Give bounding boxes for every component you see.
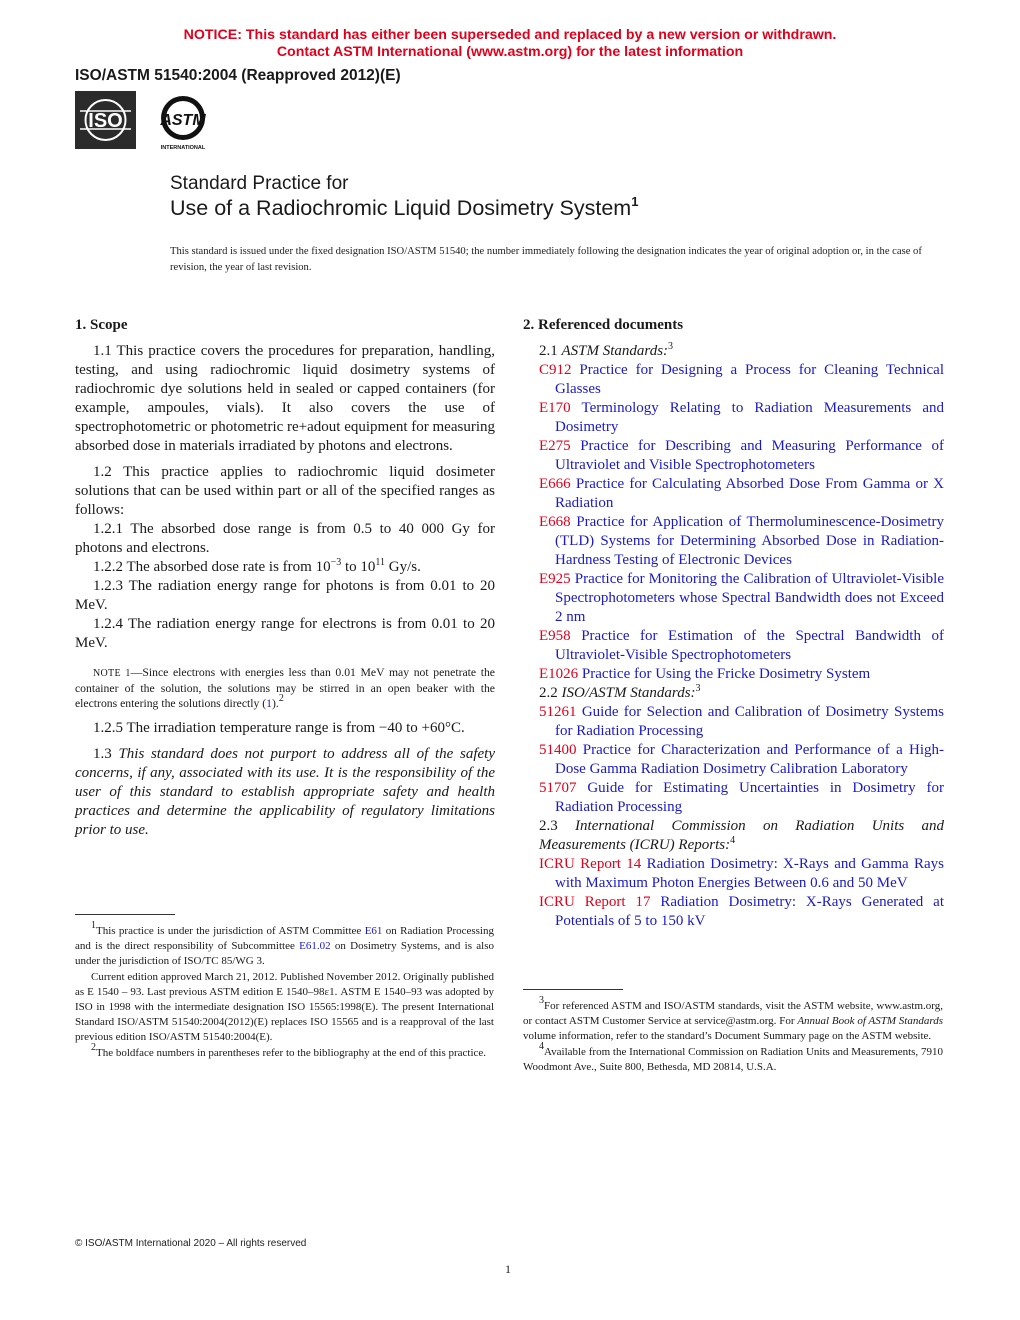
reference-code-link[interactable]: 51261 [539,704,577,720]
reference-title-link[interactable]: Practice for Estimation of the Spectral Bandwidth of Ultraviolet-Visible Spectrophotometers [555,628,944,663]
para-1-2-2: 1.2.2 The absorbed dose rate is from $10^{-3}$ to $10^{11}$ Gy/s. [93,557,421,575]
reference-title-link[interactable]: Practice for Monitoring the Calibration of Ultraviolet-Visible Spectrophotometers whose Spectral Bandwidth does not Exceed 2 nm [555,571,944,625]
reference-title-link[interactable]: Practice for Application of Thermoluminescence-Dosimetry (TLD) Systems for Determining Absorbed Dose in Radiation-Hardness Testing of Electronic Devices [555,514,944,568]
copyright-footer: © ISO/ASTM International 2020 – All rights reserved [75,1238,307,1249]
reference-code-link[interactable]: E925 [539,571,571,587]
committee-e61-link[interactable]: E61 [364,925,383,937]
issued-statement: This standard is issued under the fixed designation ISO/ASTM 51540; the number immediately following the designation indicates the year of original adoption or, in the case of revision, the year of last revision. [170,246,922,273]
note-label: NOTE 1 [93,668,131,679]
iso-logo-text: ISO [88,110,123,132]
para-1-2-4: 1.2.4 The radiation energy range for electrons is from 0.01 to 20 MeV. [75,616,495,651]
footnote-rule-right [523,989,623,990]
reference-title-link[interactable]: Radiation Dosimetry: X-Rays Generated at Potentials of 5 to 150 kV [555,894,944,929]
footnote-4: $^4$Available from the International Commission on Radiation Units and Measurements, 7910 Woodmont Ave., Suite 800, Bethesda, MD 20814, U.S.A. [523,1040,943,1073]
para-1-2-1: 1.2.1 The absorbed dose range is from 0.5 to 40 000 Gy for photons and electrons. [75,521,495,556]
notice-line-2: Contact ASTM International (www.astm.org) for the latest information [276,44,744,60]
isoastm-reference-item [523,741,944,779]
isoastm-standards-heading: 2.2 ISO/ASTM Standards:$^3$ [539,683,701,701]
reference-title-link[interactable]: Terminology Relating to Radiation Measurements and Dosimetry [555,400,944,435]
footnotes-left [75,920,494,1061]
astm-reference-item [523,475,944,513]
astm-reference-item [523,399,944,437]
reference-title-link[interactable]: Practice for Designing a Process for Cleaning Technical Glasses [555,362,944,397]
footnotes-right [523,995,943,1075]
reference-code-link[interactable]: ICRU Report 14 [539,856,642,872]
astm-reference-item [523,437,944,475]
reference-code-link[interactable]: E666 [539,476,571,492]
title-footnote-mark: 1 [631,194,639,209]
reference-code-link[interactable]: 51707 [539,780,577,796]
subcommittee-e61-02-link[interactable]: E61.02 [299,940,331,953]
astm-standards-heading: 2.1 ASTM Standards:$^3$ [539,341,674,359]
refs-heading: 2. Referenced documents [523,317,684,333]
reference-code-link[interactable]: E1026 [539,666,579,682]
reference-title-link[interactable]: Radiation Dosimetry: X-Rays and Gamma Rays with Maximum Photon Energies Between 0.6 and 50 MeV [555,856,944,891]
footnote-1: $^1$This practice is under the jurisdiction of ASTM Committee E61 on Radiation Processing and is the direct responsibility of Subcommittee E61.02 on Dosimetry Systems, and is also under the jurisdiction of ISO/TC 85/WG 3. [75,920,494,968]
referenced-documents-section [523,316,944,931]
title-line-1: Standard Practice for [170,173,349,194]
reference-code-link[interactable]: E170 [539,400,571,416]
bibliography-ref-link[interactable]: 1 [266,697,273,711]
astm-logo-sub: INTERNATIONAL [160,145,206,151]
reference-code-link[interactable]: 51400 [539,742,577,758]
scope-heading: 1. Scope [75,317,128,333]
notice-line-1: NOTICE: This standard has either been superseded and replaced by a new version or withdrawn. [183,27,837,43]
reference-code-link[interactable]: ICRU Report 17 [539,894,651,910]
title-line-2: Use of a Radiochromic Liquid Dosimetry System [170,196,632,220]
para-1-1: 1.1 This practice covers the procedures for preparation, handling, testing, and using radiochromic liquid dosimetry systems of radiochromic dye solutions held in sealed or capped containers (for example, ampoules, vials). It also covers the use of spectrophotometric or photometric re+adout equipment for measuring absorbed dose in materials irradiated by photons and electrons. [75,343,495,454]
footnote-rule-left [75,914,175,915]
reference-title-link[interactable]: Practice for Using the Fricke Dosimetry System [578,666,871,682]
iso-logo [75,91,136,149]
footnote-3: $^3$For referenced ASTM and ISO/ASTM standards, visit the ASTM website, www.astm.org, or contact ASTM Customer Service at service@astm.org. For Annual Book of ASTM Standards volume information, refer to the standard’s Document Summary page on the ASTM website. [523,995,943,1043]
reference-title-link[interactable]: Guide for Estimating Uncertainties in Dosimetry for Radiation Processing [555,780,944,815]
reference-code-link[interactable]: C912 [539,362,572,378]
document-title [170,172,638,222]
reference-code-link[interactable]: E958 [539,628,571,644]
reference-code-link[interactable]: E668 [539,514,571,530]
astm-logo [150,92,216,152]
astm-reference-item [523,665,944,684]
icru-reference-item [523,855,944,893]
reference-title-link[interactable]: Practice for Describing and Measuring Performance of Ultraviolet and Visible Spectrophotometers [555,438,944,473]
astm-reference-item [523,513,944,570]
footnote-2: $^2$The boldface numbers in parentheses refer to the bibliography at the end of this practice. [91,1041,487,1059]
page-number: 1 [505,1262,511,1276]
notice-banner [0,27,1020,61]
icru-reference-item [523,893,944,931]
reference-title-link[interactable]: Practice for Characterization and Performance of a High-Dose Gamma Radiation Dosimetry Calibration Laboratory [555,742,944,777]
reference-title-link[interactable]: Guide for Selection and Calibration of Dosimetry Systems for Radiation Processing [555,704,944,739]
para-1-2-3: 1.2.3 The radiation energy range for photons is from 0.01 to 20 MeV. [75,578,495,613]
astm-logo-text: ASTM [160,112,206,129]
para-1-3: 1.3 This standard does not purport to address all of the safety concerns, if any, associated with its use. It is the responsibility of the user of this standard to establish appropriate safety and health practices and determine the applicability of regulatory limitations prior to use. [75,745,496,838]
footnote-1-edition: Current edition approved March 21, 2012. Published November 2012. Originally published as E 1540 – 93. Last previous ASTM edition E 1540–98ε1. ASTM E 1540–93 was adopted by ISO in 1998 with the intermediate designation ISO 15565:1998(E). The present International Standard ISO/ASTM 51540:2004(2012)(E) replaces ISO 15565 and is a reapproval of the last previous edition ISO/ASTM 51540:2004(E). [75,970,494,1044]
para-1-2-5: 1.2.5 The irradiation temperature range is from −40 to +60°C. [93,719,465,736]
astm-reference-item [523,570,944,627]
astm-reference-item [523,627,944,665]
note-1: NOTE 1—Since electrons with energies less than 0.01 MeV may not penetrate the container of the solution, the solutions may be stirred in an open beaker with the electrons entering the solutions directly (1).$^2$ [75,666,495,711]
isoastm-reference-item [523,779,944,817]
astm-reference-item [523,361,944,399]
icru-heading: 2.3 International Commission on Radiation Units and Measurements (ICRU) Reports:$^4$ [539,818,945,853]
para-1-2: 1.2 This practice applies to radiochromic liquid dosimeter solutions that can be used within part or all of the specified ranges as follows: [75,464,495,518]
isoastm-reference-item [523,703,944,741]
reference-title-link[interactable]: Practice for Calculating Absorbed Dose From Gamma or X Radiation [555,476,944,511]
scope-section [75,316,495,840]
designation: ISO/ASTM 51540:2004 (Reapproved 2012)(E) [75,67,401,84]
reference-code-link[interactable]: E275 [539,438,571,454]
